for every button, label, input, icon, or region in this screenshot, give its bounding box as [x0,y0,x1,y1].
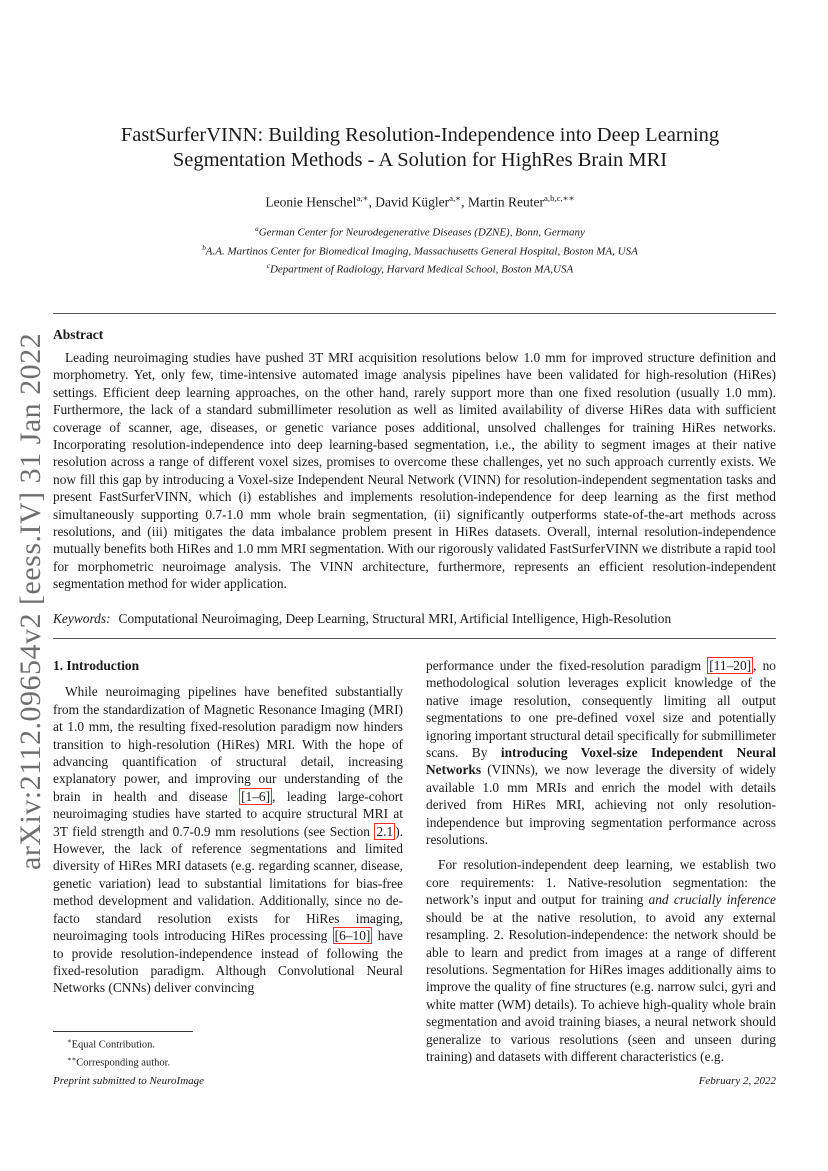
affiliation-text: A.A. Martinos Center for Biomedical Imaging, Massachusetts General Hospital, Boston MA, USA [205,245,638,258]
footnote-list [53,1035,170,1070]
title-line-1: FastSurferVINN: Building Resolution-Independence into Deep Learning [120,124,720,146]
abstract-top-rule [53,313,776,314]
intro-paragraph [53,683,403,996]
footnote-mark: ∗∗ [67,1055,77,1063]
author-name: Martin Reuter [467,194,544,210]
text-run: For resolution-independent deep learning, we establish two core requirements: 1. Native-resolution segmentation: the network’s input and output for training [426,857,776,908]
footnote-rule [53,1031,193,1032]
author-marks: a,∗ [449,193,462,203]
citation-link[interactable]: [1–6] [241,788,271,804]
text-run: , no methodological solution leverages explicit knowledge of the native image resolution, consequently limiting all output segmentations to one pre-defined voxel size and potentially ignoring important structural detail specifically for submillimeter scans. By [426,658,776,761]
affiliation-text: German Center for Neurodegenerative Diseases (DZNE), Bonn, Germany [258,226,585,239]
keywords-label: Keywords: [53,611,111,626]
footnote-text: Equal Contribution. [71,1039,156,1051]
abstract-bottom-rule [53,638,776,639]
affiliation-text: Department of Radiology, Harvard Medical School, Boston MA,USA [269,263,574,276]
author-marks: a,∗ [356,193,369,203]
footnote-item [53,1035,170,1053]
keywords-text: Computational Neuroimaging, Deep Learning, Structural MRI, Artificial Intelligence, High-Resolution [118,611,672,626]
arxiv-identifier-stamp: arXiv:2112.09654v2 [eess.IV] 31 Jan 2022 [14,332,47,870]
affiliation-list [80,222,760,278]
keywords-line [53,611,776,627]
affiliation-mark: a [255,225,259,233]
abstract-heading: Abstract [53,327,104,342]
affiliation-mark: b [202,243,206,252]
citation-link[interactable]: [6–10] [334,928,371,944]
text-run: have to provide resolution-independence instead of following the fixed-resolution paradigm. Although Convolutional Neural Networks (CNNs) deliver convincing [53,928,403,996]
section-reference-link[interactable]: 2.1 [376,823,394,839]
footnote-text: Corresponding author. [76,1057,171,1068]
title-line-2: Segmentation Methods - A Solution for HighRes Brain MRI [172,149,668,171]
intro-paragraph [426,856,776,1065]
footer-journal: Preprint submitted to NeuroImage [53,1075,205,1087]
text-run: , leading large-cohort neuroimaging studies have started to acquire structural MRI at 3T field strength and 0.7-0.9 mm resolutions (see Section [53,788,403,839]
text-run: ). However, the lack of reference segmentations and limited diversity of HiRes MRI datasets (e.g. regarding scanner, disease, genetic variation) lead to substantial limitations for bias-free method development and validation. Additionally, since no de-facto standard resolution exists for HiRes imaging, neuroimaging tools introducing HiRes processing [53,823,403,944]
abstract-text: Leading neuroimaging studies have pushed 3T MRI acquisition resolutions below 1.0 mm for improved structure definition and morphometry. Yet, only few, time-intensive automated image analysis pipelines have been validated for high-resolution (HiRes) settings. Efficient deep learning approaches, on the other hand, rarely support more than one fixed resolution (usually 1.0 mm). Furthermore, the lack of a standard submillimeter resolution as well as limited availability of diverse HiRes data with sufficient coverage of scanner, age, diseases, or genetic variance poses additional, unsolved challenges for training HiRes networks. Incorporating resolution-independence into deep learning-based segmentation, i.e., the ability to segment images at their native resolution across a range of different voxel sizes, promises to overcome these challenges, yet no such approach currently exists. We now fill this gap by introducing a Voxel-size Independent Neural Network (VINN) for resolution-independent segmentation tasks and present FastSurferVINN, which (i) establishes and implements resolution-independence for deep learning as the first method simultaneously supporting 0.7-1.0 mm whole brain segmentation, (ii) significantly outperforms state-of-the-art methods across resolutions, and (iii) mitigates the data imbalance problem present in HiRes datasets. Overall, internal resolution-independence mutually benefits both HiRes and 1.0 mm MRI segmentation. With our rigorously validated FastSurferVINN we distribute a rapid tool for morphometric neuroimage analysis. The VINN architecture, furthermore, represents an efficient resolution-independent segmentation method for wider application. [53,350,776,592]
bold-text-run: introducing Voxel-size Independent Neural Networks [426,745,776,778]
footnote-mark: ∗ [67,1038,72,1045]
section-title: 1. Introduction [53,658,140,673]
text-run: While neuroimaging pipelines have benefited substantially from the standardization of Magnetic Resonance Imaging (MRI) at 1.0 mm, the resulting fixed-resolution paradigm now hinders transition to high-resolution (HiRes) MRI. With the hope of advancing quantification of structural detail, increasing explanatory power, and improving our understanding of the brain in health and disease [53,684,403,804]
left-column [53,657,403,1005]
text-run: (VINNs), we now leverage the diversity of widely available 1.0 mm MRIs and enrich the model with details derived from HiRes MRI, achieving not only resolution-independence but improving segmentation performance across resolutions. [426,762,776,848]
footer-date: February 2, 2022 [698,1075,776,1087]
author-marks: a,b,c,∗∗ [544,193,575,203]
citation-link[interactable]: [11–20] [709,658,752,673]
affiliation-item [80,259,760,278]
footnote-item [53,1053,170,1071]
text-run: performance under the fixed-resolution paradigm [426,658,708,673]
author-list: Leonie Henschel$^{a,∗}$, David Kügler$^{a,∗}$, Martin Reuter$^{a,b,c,∗∗}$ [265,193,575,210]
text-run: should be at the native resolution, to avoid any external resampling. 2. Resolution-independence: the network should be able to learn and predict from images at a range of different resolutions. Segmentation for HiRes images additionally aims to improve the quality of fine structures (e.g. narrow sulci, gyri and white matter (WM) details). To achieve high-quality whole brain segmentation and avoid training biases, a neural network should generalize to various resolutions (seen and unseen during training) and datasets with different characteristics (e.g. [426,909,776,1064]
intro-paragraph-continued [426,657,776,848]
paper-title [80,123,760,173]
affiliation-item [80,222,760,241]
author-name: David Kügler [375,194,450,210]
author-name: Leonie Henschel [265,194,357,210]
affiliation-mark: c [266,262,270,271]
italic-text-run: and crucially inference [648,892,776,908]
right-column [426,657,776,1073]
affiliation-item [80,241,760,260]
